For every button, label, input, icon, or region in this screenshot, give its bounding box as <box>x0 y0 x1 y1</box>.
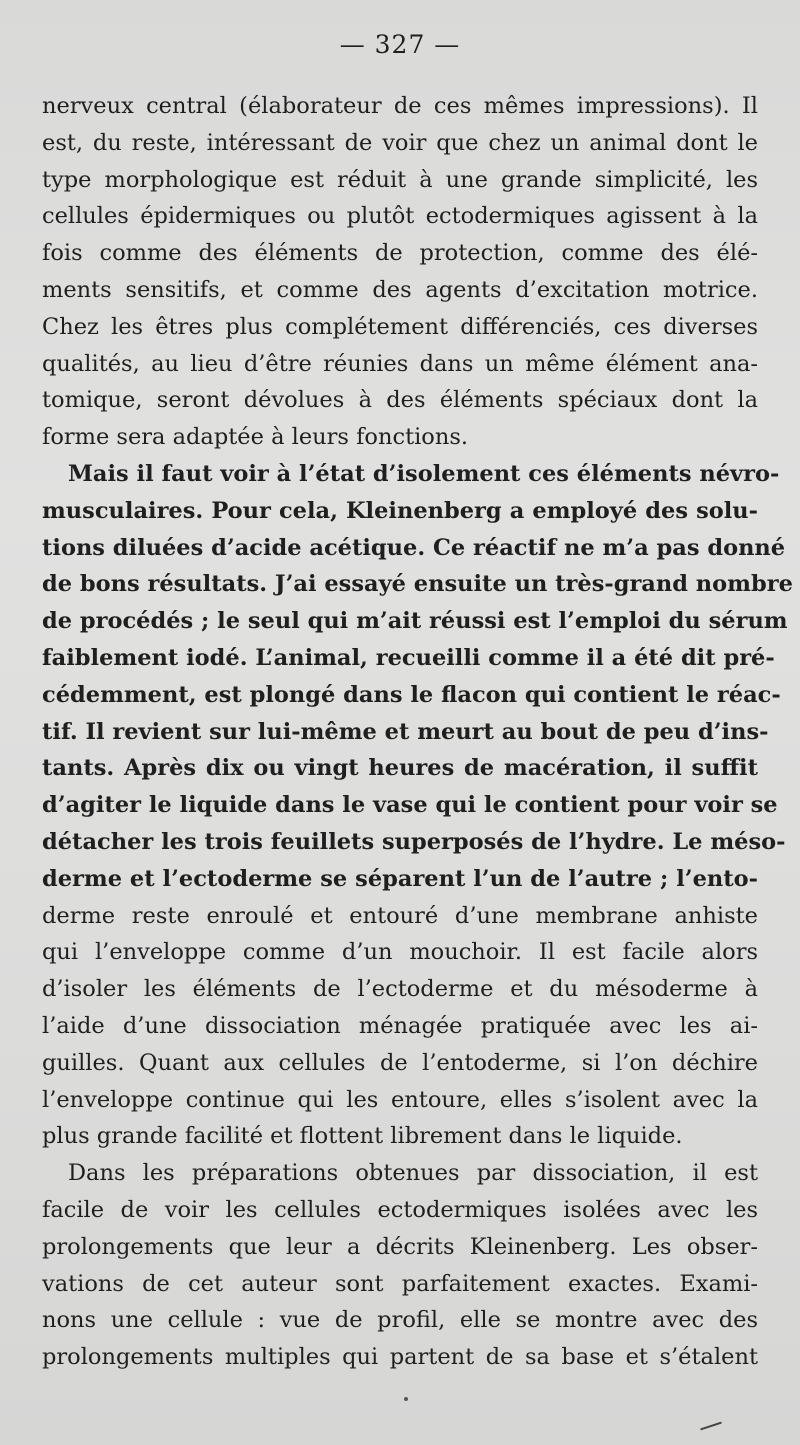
ink-speck <box>404 1397 408 1401</box>
text-line: prolongements multiples qui partent de sa base et s’étalent <box>42 1344 758 1371</box>
text-line: de bons résultats. J’ai essayé ensuite un très-grand nombre <box>42 571 793 598</box>
text-line: type morphologique est réduit à une grande simplicité, les <box>42 166 758 193</box>
text-line: qualités, au lieu d’être réunies dans un même élément ana- <box>42 350 758 377</box>
text-line: cellules épidermiques ou plutôt ectodermiques agissent à la <box>42 203 758 230</box>
text-line: de procédés ; le seul qui m’ait réussi est l’emploi du sérum <box>42 608 788 635</box>
text-line: l’enveloppe continue qui les entoure, elles s’isolent avec la <box>42 1086 758 1113</box>
text-line: est, du reste, intéressant de voir que chez un animal dont le <box>42 129 758 156</box>
text-line: tif. Il revient sur lui-même et meurt au bout de peu d’ins- <box>42 718 769 745</box>
text-line: d’isoler les éléments de l’ectoderme et du mésoderme à <box>42 976 758 1003</box>
text-line: nerveux central (élaborateur de ces mêmes impressions). Il <box>42 93 758 119</box>
text-line: ments sensitifs, et comme des agents d’excitation motrice. <box>42 276 758 303</box>
text-line: détacher les trois feuillets superposés de l’hydre. Le méso- <box>42 828 786 855</box>
text-line: fois comme des éléments de protection, comme des élé- <box>42 240 758 267</box>
text-line: tions diluées d’acide acétique. Ce réactif ne m’a pas donné <box>42 534 786 561</box>
text-line: l’aide d’une dissociation ménagée pratiquée avec les ai- <box>42 1012 758 1039</box>
text-line: nons une cellule : vue de profil, elle se montre avec des <box>42 1307 758 1334</box>
text-line: tants. Après dix ou vingt heures de macération, il suffit <box>42 755 758 782</box>
text-line: prolongements que leur a décrits Kleinenberg. Les obser- <box>42 1233 758 1260</box>
text-line: derme reste enroulé et entouré d’une membrane anhiste <box>42 902 758 929</box>
text-line: qui l’enveloppe comme d’un mouchoir. Il est facile alors <box>42 939 758 966</box>
text-line: d’agiter le liquide dans le vase qui le contient pour voir se <box>42 792 778 819</box>
text-line: derme et l’ectoderme se séparent l’un de l’autre ; l’ento- <box>42 865 758 892</box>
text-line: facile de voir les cellules ectodermiques isolées avec les <box>42 1196 758 1223</box>
text-line: musculaires. Pour cela, Kleinenberg a employé des solu- <box>42 497 758 524</box>
text-line: vations de cet auteur sont parfaitement exactes. Exami- <box>42 1270 758 1297</box>
ink-stroke <box>700 1422 722 1431</box>
text-line: Chez les êtres plus complétement différenciés, ces diverses <box>42 313 758 340</box>
text-line: faiblement iodé. L’animal, recueilli comme il a été dit pré- <box>42 644 775 671</box>
text-line: guilles. Quant aux cellules de l’entoderme, si l’on déchire <box>42 1049 758 1076</box>
text-line: forme sera adaptée à leurs fonctions. <box>42 424 469 451</box>
text-line: tomique, seront dévolues à des éléments spéciaux dont la <box>42 387 758 414</box>
text-line: cédemment, est plongé dans le flacon qui contient le réac- <box>42 681 781 708</box>
body-text <box>42 88 793 1376</box>
page-number: — 327 — <box>339 30 461 59</box>
text-line: plus grande facilité et flottent librement dans le liquide. <box>42 1123 683 1150</box>
text-line: Mais il faut voir à l’état d’isolement ces éléments névro- <box>68 460 780 487</box>
text-line: Dans les préparations obtenues par dissociation, il est <box>68 1160 758 1187</box>
